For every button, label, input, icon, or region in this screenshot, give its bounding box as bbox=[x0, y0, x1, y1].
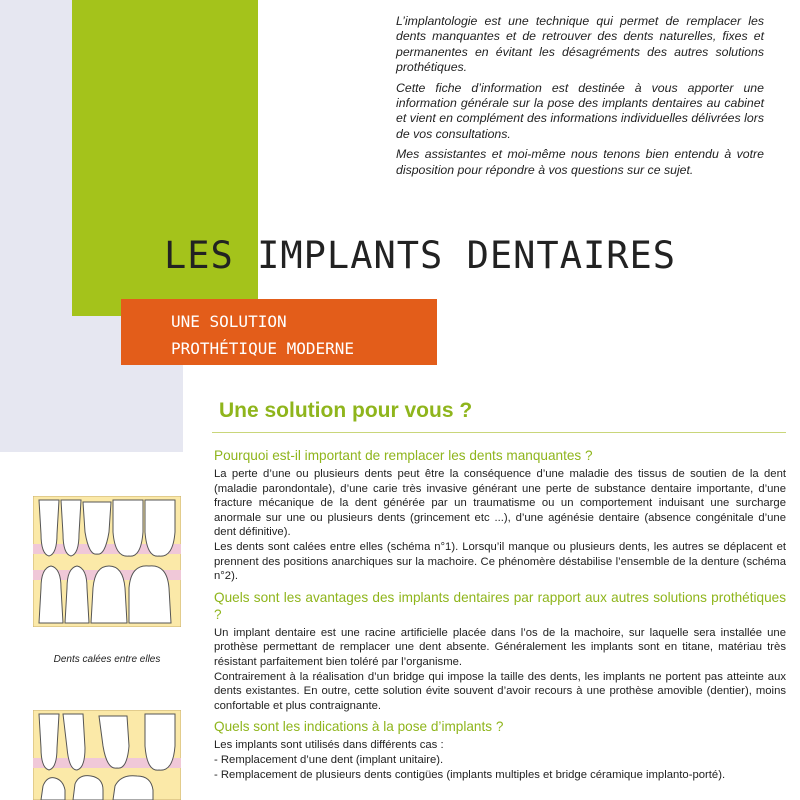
paragraph-tooth-displacement: Les dents sont calées entre elles (schéma n°1). Lorsqu’il manque ou plusieurs dents, les autres se déplacent et prennent des positions anarchiques sur la machoire. Ce phénomère déstabilise l’ensemble de la denture (schéma n°2). bbox=[214, 540, 786, 583]
question-heading-2: Quels sont les avantages des implants dentaires par rapport aux autres solutions prothétiques ? bbox=[214, 589, 786, 622]
illustration-caption: Dents calées entre elles bbox=[53, 654, 161, 665]
indication-item-1: - Remplacement d’une dent (implant unitaire). bbox=[214, 753, 444, 766]
subtitle-line-2: PROTHÉTIQUE MODERNE bbox=[171, 339, 355, 358]
subtitle-line-1: UNE SOLUTION bbox=[171, 312, 287, 331]
section-divider bbox=[212, 432, 786, 433]
question-heading-1: Pourquoi est-il important de remplacer les dents manquantes ? bbox=[214, 448, 593, 463]
section-heading: Une solution pour vous ? bbox=[219, 399, 473, 422]
intro-paragraph-3: Mes assistantes et moi-même nous tenons bien entendu à votre disposition pour répondre à vos questions sur ce sujet. bbox=[396, 147, 764, 177]
teeth-diagram-1 bbox=[33, 496, 181, 627]
indication-item-2: - Remplacement de plusieurs dents contigües (implants multiples et bridge céramique implanto-porté). bbox=[214, 768, 726, 781]
intro-paragraph-2: Cette fiche d’information est destinée à vous apporter une information générale sur la pose des implants dentaires au cabinet et vient en complément des informations individuelles délivrées lors de vos consultations. bbox=[396, 80, 764, 141]
paragraph-indications-intro: Les implants sont utilisés dans différents cas : bbox=[214, 739, 444, 752]
paragraph-tooth-loss-causes: La perte d’une ou plusieurs dents peut être la conséquence d’une maladie des tissus de soutien de la dent (maladie parondontale), d’une carie très invasive générant une perte de substance dentaire importante, d’une fracture mécanique de la dent générée par un traumatisme ou un comportement induisant une surcharge anormale sur une ou plusieurs dents (grincement etc ...), d’une agénésie dentaire (absence congénitale d’une dent définitive). bbox=[214, 468, 786, 539]
teeth-diagram-2 bbox=[33, 710, 181, 800]
intro-text bbox=[396, 14, 764, 183]
intro-paragraph-1: L’implantologie est une technique qui permet de remplacer les dents manquantes et de retrouver des dents naturelles, fixes et permanentes en évitant les désagréments des autres solutions prothétiques. bbox=[396, 14, 764, 75]
article-body bbox=[214, 447, 786, 782]
paragraph-implant-definition: Un implant dentaire est une racine artificielle placée dans l’os de la machoire, sur laquelle sera installée une prothèse permettant de remplacer une dent absente. Généralement les implants sont en titane, matériau très résistant parfaitement bien toléré par l’organisme. bbox=[214, 626, 786, 668]
question-heading-3: Quels sont les indications à la pose d’implants ? bbox=[214, 719, 504, 735]
page-title: LES IMPLANTS DENTAIRES bbox=[164, 234, 677, 277]
paragraph-implant-vs-bridge: Contrairement à la réalisation d’un bridge qui impose la taille des dents, les implants ne portent pas atteinte aux dents existantes. En outre, cette solution évite souvent d’avoir recours à une prothèse amovible (dentier), moins confortable et plus contraignante. bbox=[214, 670, 786, 712]
